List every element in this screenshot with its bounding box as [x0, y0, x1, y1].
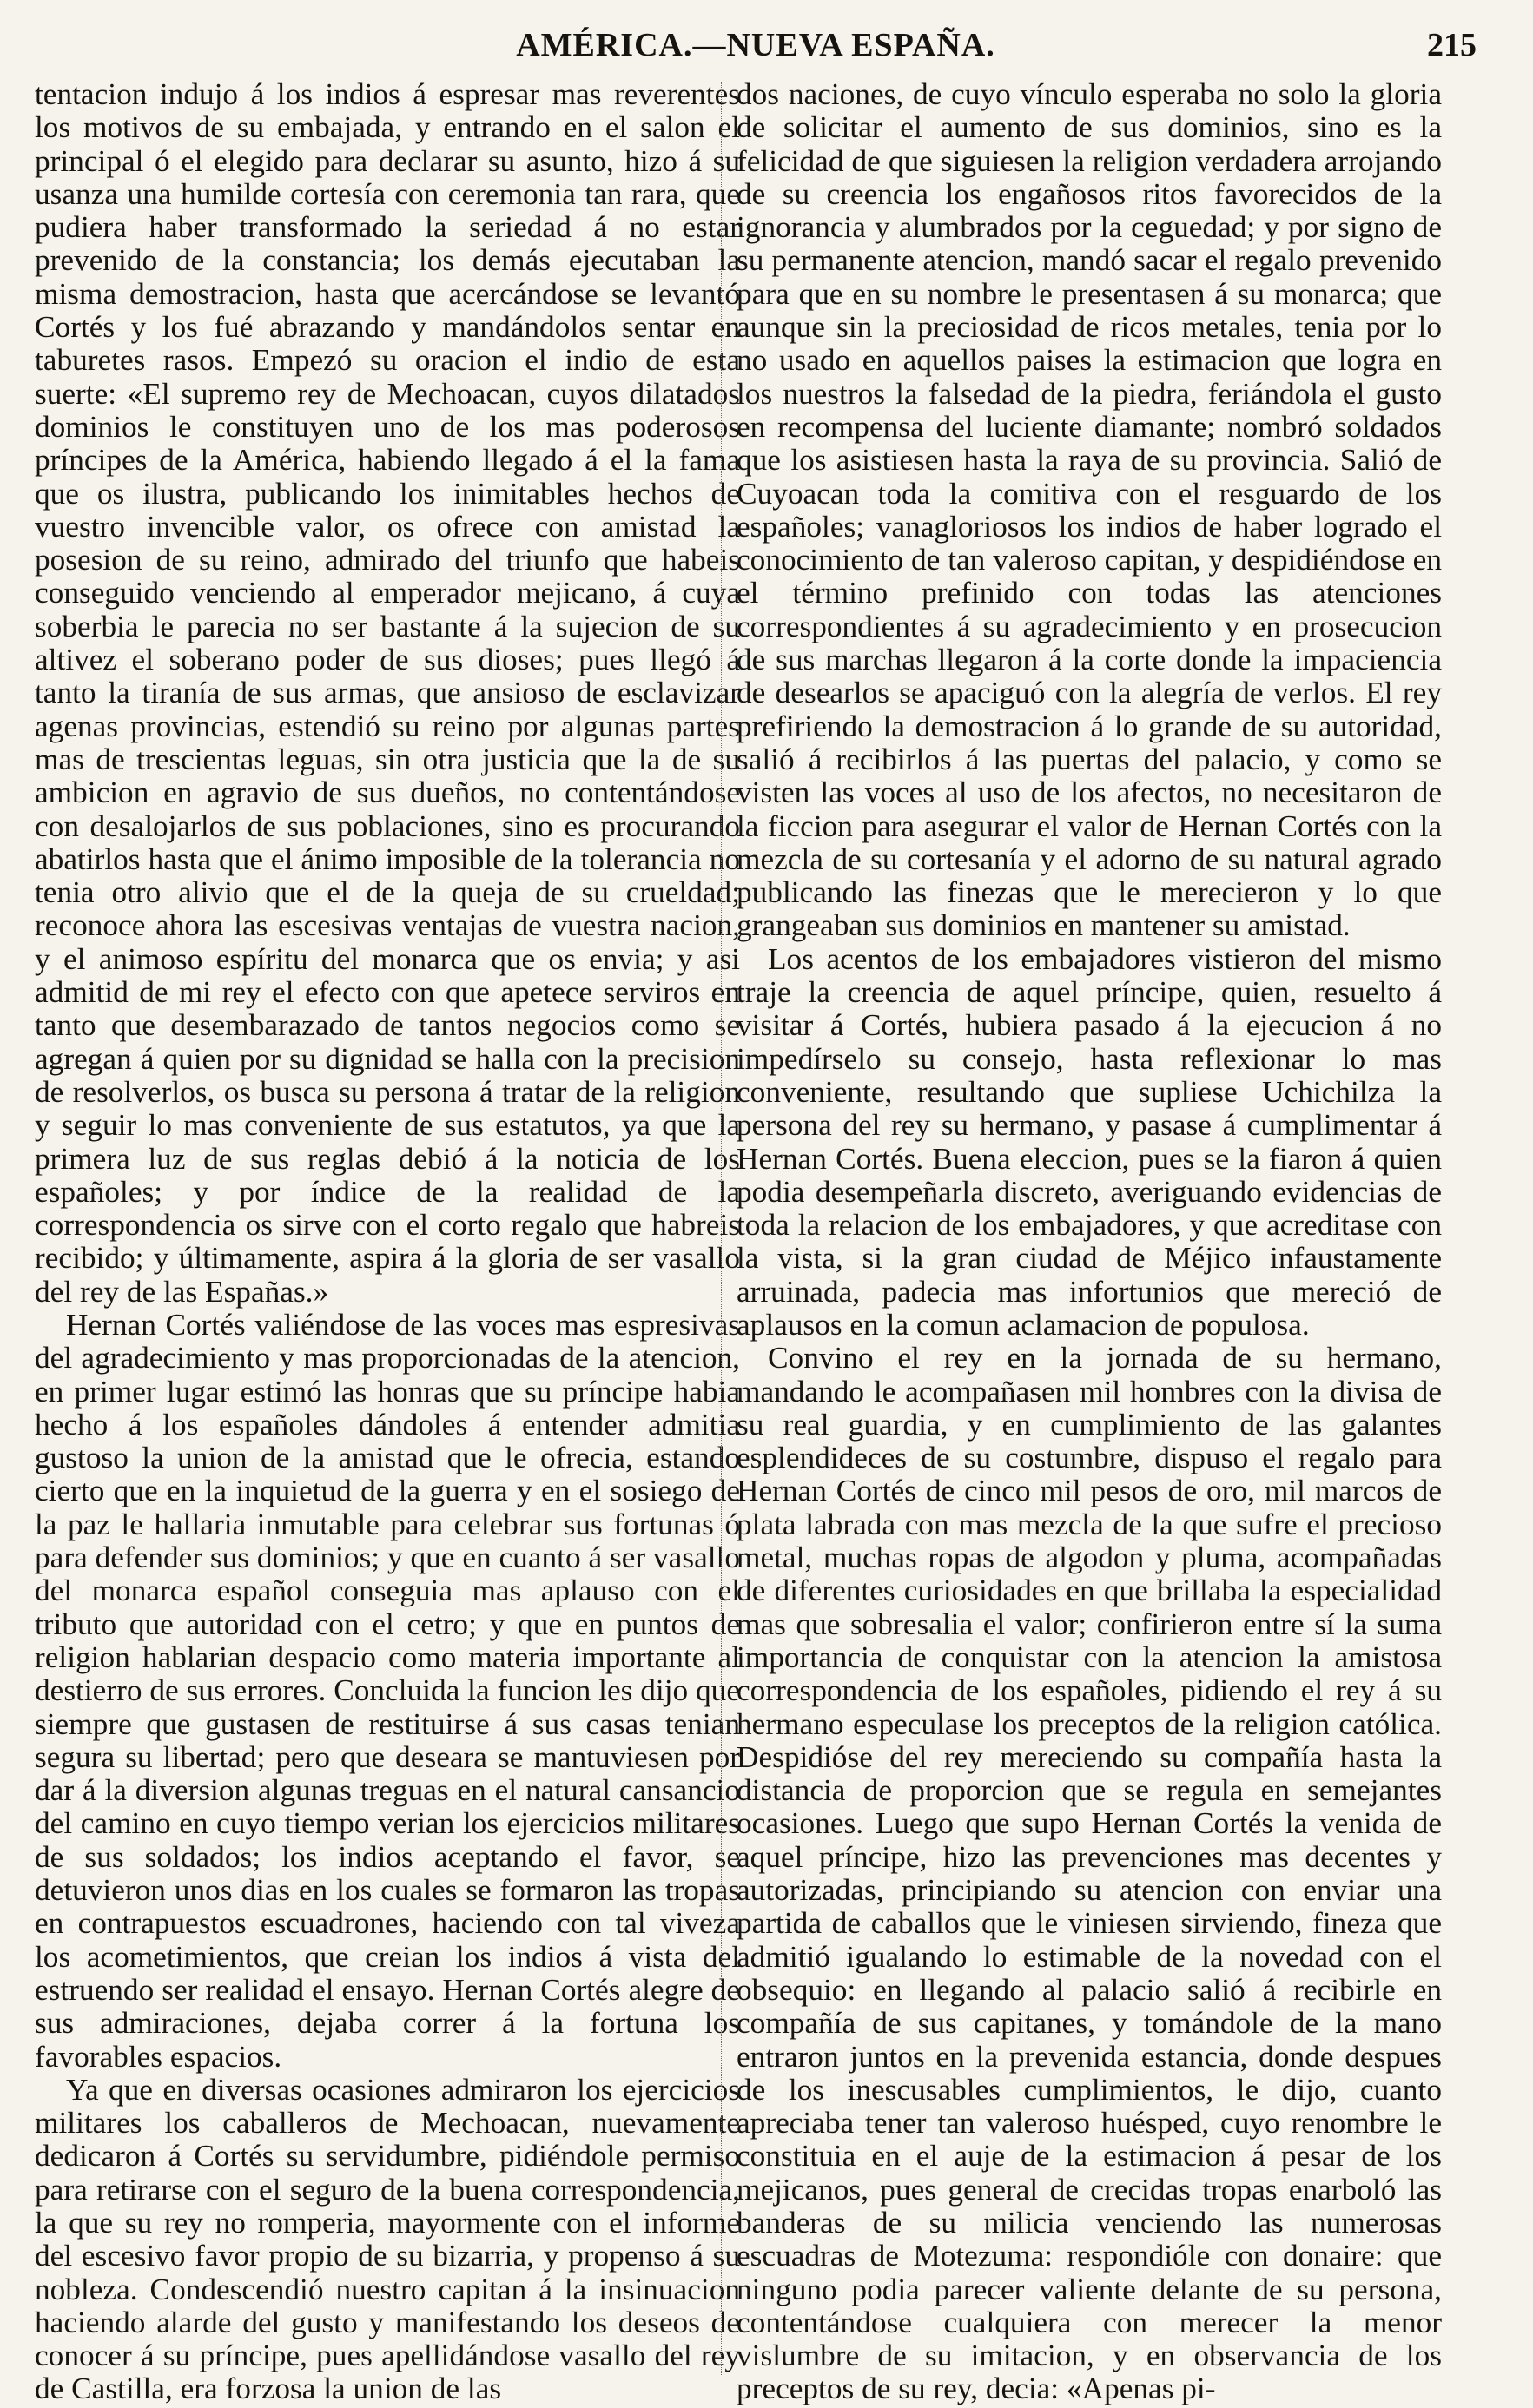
right-paragraph-2: Los acentos de los embajadores vistieron del mismo traje la creencia de aquel príncipe, quien, resuelto á visitar á Cortés, hubiera pasado á la ejecucion á no impedírselo su consejo, hasta reflexionar lo mas conveniente, resultando que supliese Uchichilza la persona del rey su hermano, y pasase á cumplimentar á Hernan Cortés. Buena eleccion, pues se la fiaron á quien podia desempeñarla discreto, averiguando evidencias de toda la relacion de los embajadores, y que acreditase con la vista, si la gran ciudad de Méjico infaustamente arruinada, padecia mas infortunios que mereció de aplausos en la comun aclamacion de populosa. — [737, 941, 1442, 1342]
header-title: AMÉRICA.—NUEVA ESPAÑA. — [516, 27, 995, 63]
page-number: 215 — [1427, 27, 1477, 63]
left-paragraph-3: Ya que en diversas ocasiones admiraron los ejercicios militares los caballeros de Mechoacan, nuevamente dedicaron á Cortés su servidumbre, pidiéndole permiso para retirarse con el seguro de la buena correspondencia, la que su rey no romperia, mayormente con el informe del escesivo favor propio de su bizarria, y propenso á su nobleza. Condescendió nuestro capitan á la insinuacion haciendo alarde del gusto y manifestando los deseos de conocer á su príncipe, pues apellidándose vasallo del rey de Castilla, era forzosa la union de las — [35, 2072, 740, 2406]
column-divider — [721, 82, 722, 2375]
left-paragraph-2: Hernan Cortés valiéndose de las voces mas espresivas del agradecimiento y mas proporcionadas de la atencion, en primer lugar estimó las honras que su príncipe habia hecho á los españoles dándoles á entender admitia gustoso la union de la amistad que le ofrecia, estando cierto que en la inquietud de la guerra y en el sosiego de la paz le hallaria inmutable para celebrar sus fortunas ó para defender sus dominios; y que en cuanto á ser vasallo del monarca español conseguia mas aplauso con el tributo que autoridad con el cetro; y que en puntos de religion hablarian despacio como materia importante al destierro de sus errores. Concluida la funcion les dijo que siempre que gustasen de restituirse á sus casas tenian segura su libertad; pero que deseara se mantuviesen por dar á la diversion algunas treguas en el natural cansancio del camino en cuyo tiempo verian los ejercicios militares de sus soldados; los indios aceptando el favor, se detuvieron unos dias en los cuales se formaron las tropas en contrapuestos escuadrones, haciendo con tal viveza los acometimientos, que creian los indios á vista del estruendo ser realidad el ensayo. Hernan Cortés alegre de sus admiraciones, dejaba correr á la fortuna los favorables espacios. — [35, 1307, 740, 2074]
right-paragraph-3: Convino el rey en la jornada de su hermano, mandando le acompañasen mil hombres con la divisa de su real guardia, y en cumplimiento de las galantes esplendideces de su costumbre, dispuso el regalo para Hernan Cortés de cinco mil pesos de oro, mil marcos de plata labrada con mas mezcla de la que sufre el precioso metal, muchas ropas de algodon y pluma, acompañadas de diferentes curiosidades en que brillaba la especialidad mas que sobresalia el valor; confirieron entre sí la suma importancia de conquistar con la atencion la amistosa correspondencia de los españoles, pidiendo el rey á su hermano especulase los preceptos de la religion católica. Despidióse del rey mereciendo su compañía hasta la distancia de proporcion que se regula en semejantes ocasiones. Luego que supo Hernan Cortés la venida de aquel príncipe, hizo las prevenciones mas decentes y autorizadas, principiando su atencion con enviar una partida de caballos que le viniesen sirviendo, fineza que admitió igualando lo estimable de la novedad con el obsequio: en llegando al palacio salió á recibirle en compañía de sus capitanes, y tomándole de la mano entraron juntos en la prevenida estancia, donde despues de los inescusables cumplimientos, le dijo, cuanto apreciaba tener tan valeroso huésped, cuyo renombre le constituia en el auje de la estimacion á pesar de los mejicanos, pues general de crecidas tropas enarboló las banderas de su milicia venciendo las numerosas escuadras de Motezuma: respondióle con donaire: que ninguno podia parecer valiente delante de su persona, contentándose cualquiera con merecer la menor vislumbre de su imitacion, y en observancia de los preceptos de su rey, decia: «Apenas pi- — [737, 1341, 1442, 2406]
running-header — [35, 26, 1477, 78]
right-column — [737, 77, 1442, 2406]
left-paragraph-1: tentacion indujo á los indios á espresar mas reverentes los motivos de su embajada, y entrando en el salon el principal ó el elegido para declarar su asunto, hizo á su usanza una humilde cortesía con ceremonia tan rara, que pudiera haber transformado la seriedad á no estar prevenido de la constancia; los demás ejecutaban la misma demostracion, hasta que acercándose se levantó Cortés y los fué abrazando y mandándolos sentar en taburetes rasos. Empezó su oracion el indio de esta suerte: «El supremo rey de Mechoacan, cuyos dilatados dominios le constituyen uno de los mas poderosos príncipes de la América, habiendo llegado á el la fama que os ilustra, publicando los inimitables hechos de vuestro invencible valor, os ofrece con amistad la posesion de su reino, admirado del triunfo que habeis conseguido venciendo al emperador mejicano, á cuya soberbia le parecia no ser bastante á la sujecion de su altivez el soberano poder de sus dioses; pues llegó á tanto la tiranía de sus armas, que ansioso de esclavizar agenas provincias, estendió su reino por algunas partes mas de trescientas leguas, sin otra justicia que la de su ambicion en agravio de sus dueños, no contentándose con desalojarlos de sus poblaciones, sino es procurando abatirlos hasta que el ánimo imposible de la tolerancia no tenia otro alivio que el de la queja de su crueldad; reconoce ahora las escesivas ventajas de vuestra nacion, y el animoso espíritu del monarca que os envia; y asi admitid de mi rey el efecto con que apetece serviros en tanto que desembarazado de tantos negocios como se agregan á quien por su dignidad se halla con la precision de resolverlos, os busca su persona á tratar de la religion y seguir lo mas conveniente de sus estatutos, ya que la primera luz de sus reglas debió á la noticia de los españoles; y por índice de la realidad de la correspondencia os sirve con el corto regalo que habreis recibido; y últimamente, aspira á la gloria de ser vasallo del rey de las Españas.» — [35, 77, 740, 1309]
left-column — [35, 77, 740, 2406]
right-paragraph-1: dos naciones, de cuyo vínculo esperaba no solo la gloria de solicitar el aumento de sus dominios, sino es la felicidad de que siguiesen la religion verdadera arrojando de su creencia los engañosos ritos favorecidos de la ignorancia y alumbrados por la ceguedad; y por signo de su permanente atencion, mandó sacar el regalo prevenido para que en su nombre le presentasen á su monarca; que aunque sin la preciosidad de ricos metales, tenia por lo no usado en aquellos paises la estimacion que logra en los nuestros la falsedad de la piedra, feriándola el gusto en recompensa del luciente diamante; nombró soldados que los asistiesen hasta la raya de su provincia. Salió de Cuyoacan toda la comitiva con el resguardo de los españoles; vanagloriosos los indios de haber logrado el conocimiento de tan valeroso capitan, y despidiéndose en el término prefinido con todas las atenciones correspondientes á su agradecimiento y en prosecucion de sus marchas llegaron á la corte donde la impaciencia de desearlos se apaciguó con la alegría de verlos. El rey prefiriendo la demostracion á lo grande de su autoridad, salió á recibirlos á las puertas del palacio, y como se visten las voces al uso de los afectos, no necesitaron de la ficcion para asegurar el valor de Hernan Cortés con la mezcla de su cortesanía y el adorno de su natural agrado publicando las finezas que le merecieron y lo que grangeaban sus dominios en mantener su amistad. — [737, 77, 1442, 943]
